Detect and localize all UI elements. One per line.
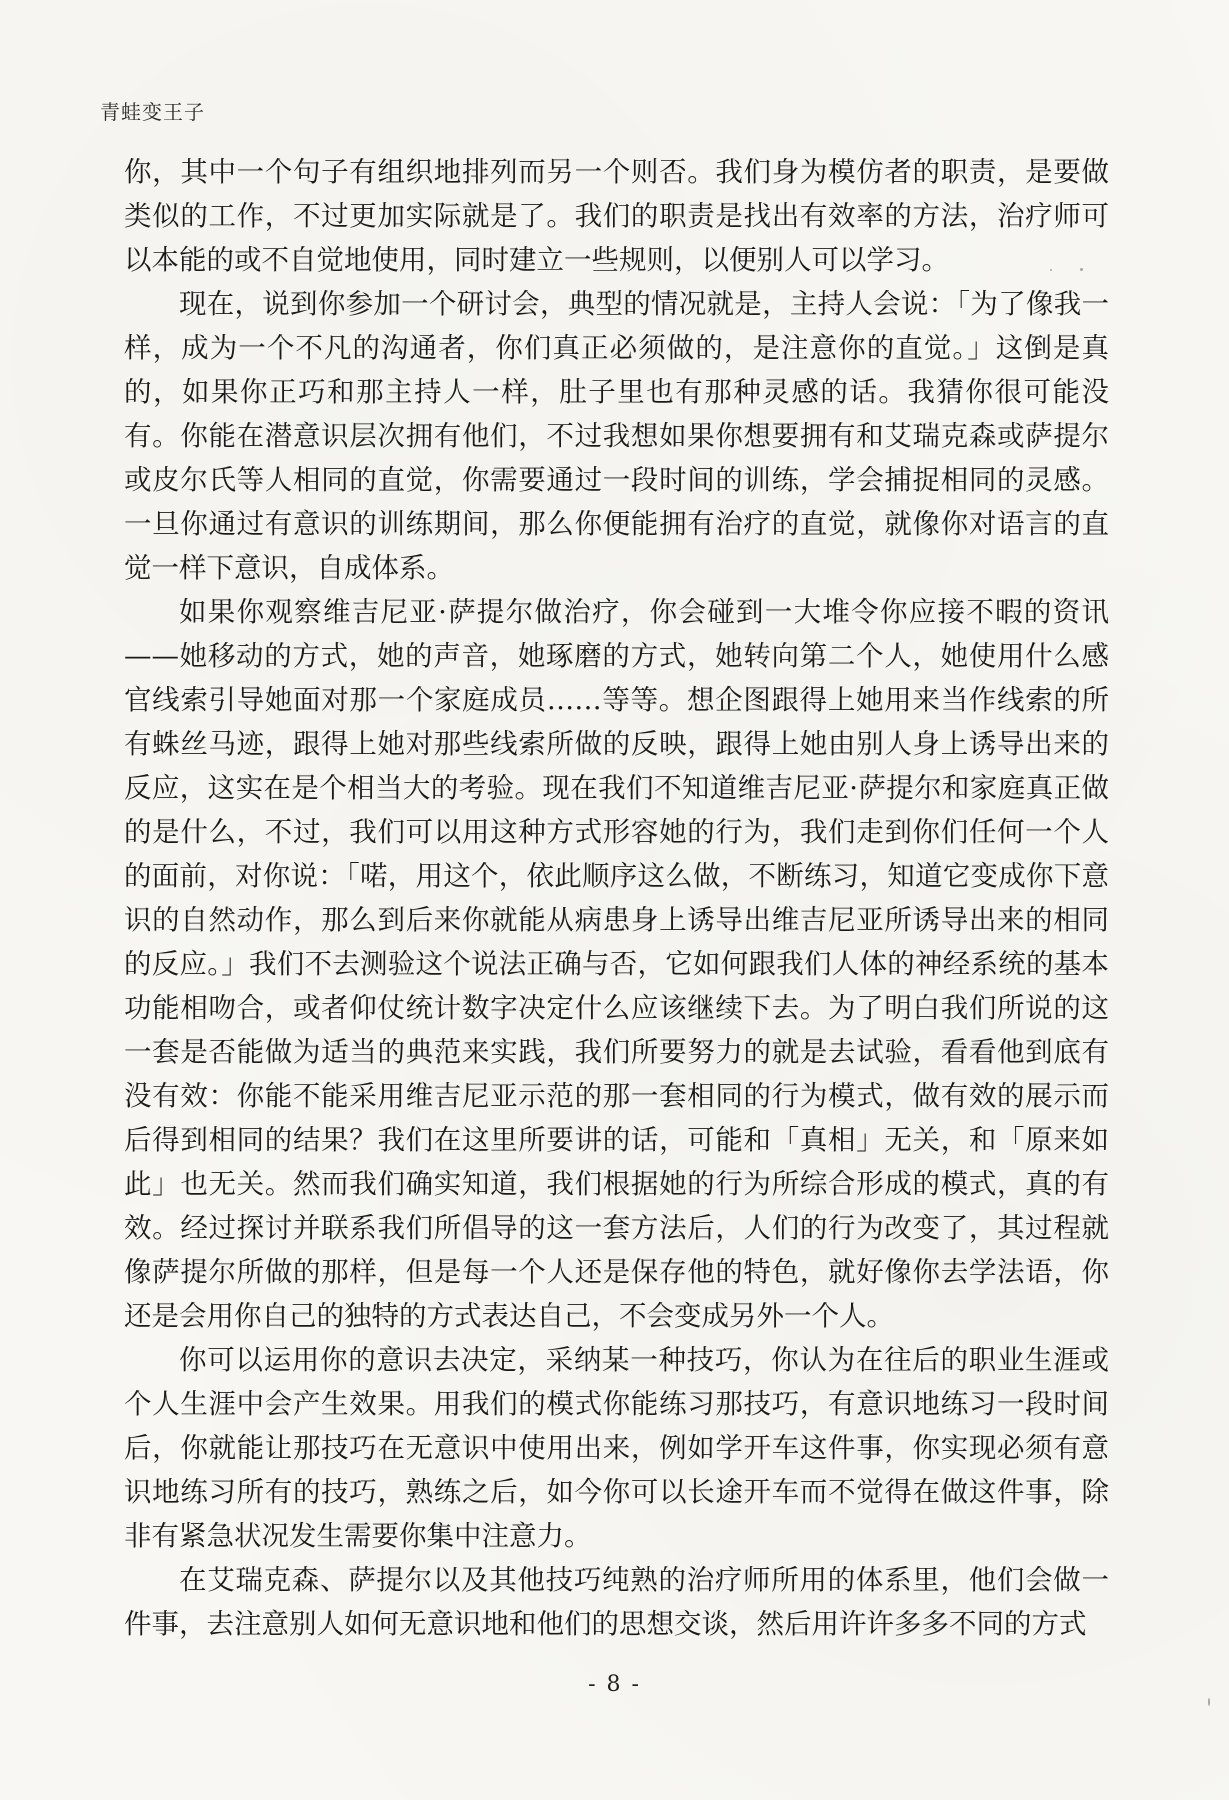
body-text (124, 150, 1109, 1646)
paragraph: 现在，说到你参加一个研讨会，典型的情况就是，主持人会说：「为了像我一样，成为一个不凡的沟通者，你们真正必须做的，是注意你的直觉。」这倒是真的，如果你正巧和那主持人一样，肚子里也有那种灵感的话。我猜你很可能没有。你能在潜意识层次拥有他们，不过我想如果你想要拥有和艾瑞克森或萨提尔或皮尔氏等人相同的直觉，你需要通过一段时间的训练，学会捕捉相同的灵感。一旦你通过有意识的训练期间，那么你便能拥有治疗的直觉，就像你对语言的直觉一样下意识，自成体系。 (124, 288, 1109, 584)
running-header: 青蛙变王子 (100, 100, 205, 124)
paragraph: 你可以运用你的意识去决定，采纳某一种技巧，你认为在往后的职业生涯或个人生涯中会产生效果。用我们的模式你能练习那技巧，有意识地练习一段时间后，你就能让那技巧在无意识中使用出来，例如学开车这件事，你实现必须有意识地练习所有的技巧，熟练之后，如今你可以长途开车而不觉得在做这件事，除非有紧急状况发生需要你集中注意力。 (124, 1344, 1109, 1552)
paragraph: 如果你观察维吉尼亚·萨提尔做治疗，你会碰到一大堆令你应接不暇的资讯——她移动的方式，她的声音，她琢磨的方式，她转向第二个人，她使用什么感官线索引导她面对那一个家庭成员……等等。想企图跟得上她用来当作线索的所有蛛丝马迹，跟得上她对那些线索所做的反映，跟得上她由别人身上诱导出来的反应，这实在是个相当大的考验。现在我们不知道维吉尼亚·萨提尔和家庭真正做的是什么，不过，我们可以用这种方式形容她的行为，我们走到你们任何一个人的面前，对你说：「喏，用这个，依此顺序这么做，不断练习，知道它变成你下意识的自然动作，那么到后来你就能从病患身上诱导出维吉尼亚所诱导出来的相同的反应。」我们不去测验这个说法正确与否，它如何跟我们人体的神经系统的基本功能相吻合，或者仰仗统计数字决定什么应该继续下去。为了明白我们所说的这一套是否能做为适当的典范来实践，我们所要努力的就是去试验，看看他到底有没有效：你能不能采用维吉尼亚示范的那一套相同的行为模式，做有效的展示而后得到相同的结果？我们在这里所要讲的话，可能和「真相」无关，和「原来如此」也无关。然而我们确实知道，我们根据她的行为所综合形成的模式，真的有效。经过探讨并联系我们所倡导的这一套方法后，人们的行为改变了，其过程就像萨提尔所做的那样，但是每一个人还是保存他的特色，就好像你去学法语，你还是会用你自己的独特的方式表达自己，不会变成另外一个人。 (124, 596, 1109, 1332)
scan-speck (1050, 269, 1052, 271)
scan-speck (1080, 268, 1083, 271)
paragraph: 你，其中一个句子有组织地排列而另一个则否。我们身为模仿者的职责，是要做类似的工作，不过更加实际就是了。我们的职责是找出有效率的方法，治疗师可以本能的或不自觉地使用，同时建立一些规则，以便别人可以学习。 (124, 156, 1109, 276)
page-number: - 8 - (588, 1672, 641, 1697)
scan-speck (1208, 1698, 1210, 1706)
paragraph: 在艾瑞克森、萨提尔以及其他技巧纯熟的治疗师所用的体系里，他们会做一件事，去注意别人如何无意识地和他们的思想交谈，然后用许许多多不同的方式 (124, 1564, 1109, 1640)
